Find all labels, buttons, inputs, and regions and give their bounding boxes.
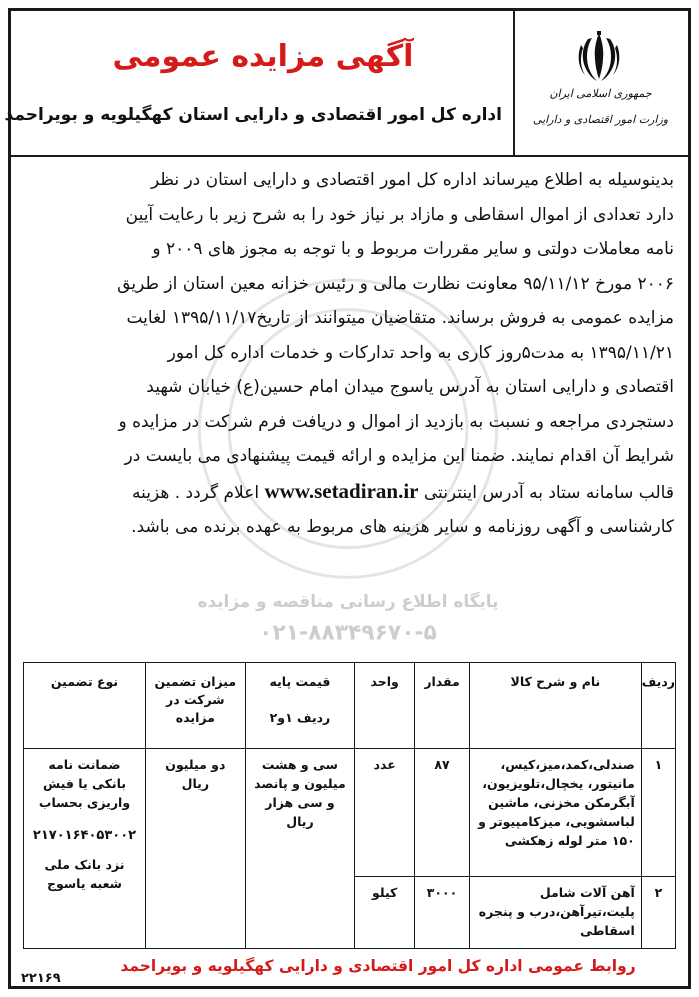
cell-description: آهن آلات شامل پلیت،تیرآهن،درب و پنجره اسقاطی [469,877,641,949]
body-line: ۱۳۹۵/۱۱/۲۱ به مدت۵روز کاری به واحد تدارکات و خدمات اداره کل امور [167,342,674,363]
notice-sheet [4,8,691,989]
header [4,11,688,157]
notice-title: آگهی مزایده عمومی [112,39,414,74]
body-line: ۲۰۰۶ مورخ ۹۵/۱۱/۱۲ معاونت نظارت مالی و رئیس خزانه معین استان از طریق [117,273,674,294]
cell-unit: کیلو [355,877,415,949]
header-row-number: ردیف [641,663,675,749]
cell-quantity: ۸۷ [415,749,470,877]
auction-items-table [23,662,676,949]
footer [11,951,688,989]
emblem-caption-ministry: وزارت امور اقتصادی و دارایی [532,113,669,126]
watermark-text-2: ۰۲۱-۸۸۳۴۹۶۷۰-۵ [259,620,437,646]
body-line: دارد تعدادی از اموال اسقاطی و مازاد بر نیاز خود را به شرح زیر با رعایت آیین [125,204,674,225]
body-line: بدینوسیله به اطلاع میرساند اداره کل امور اقتصادی و دارایی استان در نظر [151,170,674,190]
body-line-with-url [22,474,674,511]
cell-description: صندلی،کمد،میز،کیس، مانیتور، یخچال،تلویزیون، آبگرمکن مخزنی، ماشین لباسشویی، میزکامپیوتر و ۱۵۰ متر لوله زهکشی [469,749,641,877]
body-line: مزایده عمومی به فروش برساند. متقاضیان میتوانند از تاریخ۱۳۹۵/۱۱/۱۷ لغایت [126,308,674,328]
body-line: نامه معاملات دولتی و سایر مقررات مربوط و با توجه به مجوز های ۲۰۰۹ و [152,239,674,259]
header-guarantee-type: نوع تضمین [24,663,146,749]
bank-branch-text: نزد بانک ملی شعبه یاسوج [44,857,125,891]
header-base-price-label: قیمت پایه [269,674,331,689]
public-relations-signature: روابط عمومی اداره کل امور اقتصادی و دارایی کهگیلویه و بویراحمد [120,957,636,975]
notice-subtitle: اداره کل امور اقتصادی و دارایی استان کهگیلویه و بویراحمد [4,105,502,125]
cell-base-price: سی و هشت میلیون و پانصد و سی هزار ریال [245,749,355,949]
iran-emblem-icon [576,29,622,85]
table-header-row [24,663,676,749]
cell-guarantee-type [24,749,146,949]
table-row [24,749,676,877]
emblem-box [513,11,688,157]
body-text-segment: قالب سامانه ستاد به آدرس اینترنتی [418,482,674,503]
setadiran-url: www.setadiran.ir [264,478,419,503]
notice-body [22,163,674,545]
header-base-price-rows: ردیف ۱و۲ [269,710,331,725]
header-item-description: نام و شرح کالا [469,663,641,749]
watermark-text-1: پایگاه اطلاع رسانی مناقصه و مزایده [197,591,499,612]
bank-account-number: ۲۱۷۰۱۶۴۰۵۳۰۰۲ [32,828,137,843]
body-line: کارشناسی و آگهی روزنامه و سایر هزینه های مربوط به عهده برنده می باشد. [131,517,674,537]
body-text-segment: اعلام گردد . هزینه [131,482,265,503]
cell-guarantee-amount: دو میلیون ریال [146,749,246,949]
body-line: دستجردی مراجعه و نسبت به بازدید از اموال و دریافت فرم شرکت در مزایده و [118,411,674,432]
cell-unit: عدد [355,749,415,877]
body-line: شرایط آن اقدام نمایند. ضمنا این مزایده و ارائه قیمت پیشنهادی می بایست در [124,446,674,466]
guarantee-type-text: ضمانت نامه بانکی یا فیش واریزی بحساب [38,757,131,810]
notice-code: ۲۲۱۶۹ [21,971,61,986]
header-quantity: مقدار [415,663,470,749]
cell-quantity: ۳۰۰۰ [415,877,470,949]
header-base-price [245,663,355,749]
cell-row-number: ۲ [641,877,675,949]
header-unit: واحد [355,663,415,749]
cell-row-number: ۱ [641,749,675,877]
body-line: اقتصادی و دارایی استان به آدرس یاسوج میدان امام حسین(ع) خیابان شهید [146,377,674,397]
emblem-caption-country: جمهوری اسلامی ایران [549,87,652,100]
header-guarantee-amount: میزان تضمین شرکت در مزایده [146,663,246,749]
